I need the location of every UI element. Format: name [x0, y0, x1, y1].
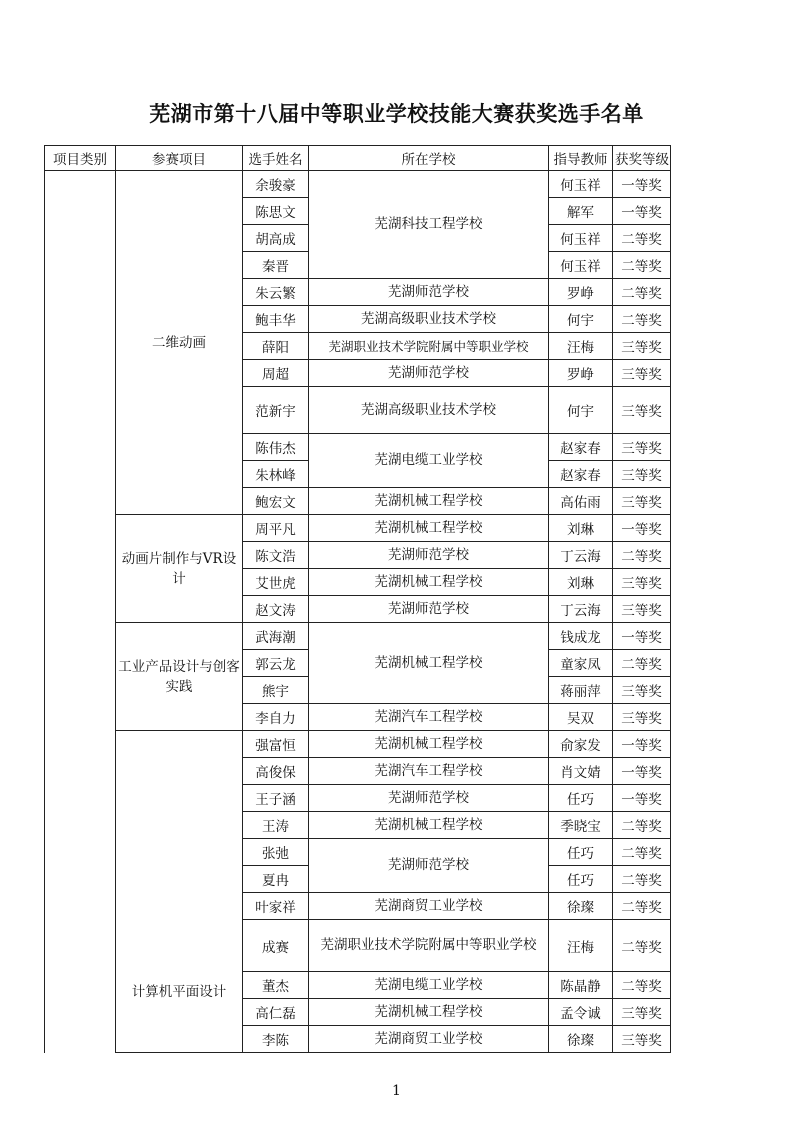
player-name: 秦晋 — [243, 252, 309, 279]
award-level: 三等奖 — [613, 999, 671, 1026]
school-cell: 芜湖职业技术学院附属中等职业学校 — [309, 920, 549, 972]
award-level: 三等奖 — [613, 596, 671, 623]
school-cell: 芜湖商贸工业学校 — [309, 893, 549, 920]
category-cell — [45, 171, 116, 1053]
award-level: 二等奖 — [613, 650, 671, 677]
player-name: 张弛 — [243, 839, 309, 866]
event-cell: 动画片制作与VR设计 — [116, 515, 243, 623]
player-name: 余骏豪 — [243, 171, 309, 198]
teacher-name: 徐璨 — [549, 1026, 613, 1053]
player-name: 周超 — [243, 360, 309, 387]
teacher-name: 季晓宝 — [549, 812, 613, 839]
school-cell: 芜湖师范学校 — [309, 542, 549, 569]
player-name: 艾世虎 — [243, 569, 309, 596]
award-level: 二等奖 — [613, 279, 671, 306]
teacher-name: 罗峥 — [549, 279, 613, 306]
school-cell: 芜湖职业技术学院附属中等职业学校 — [309, 333, 549, 360]
table-row — [45, 171, 671, 198]
teacher-name: 何宇 — [549, 306, 613, 333]
player-name: 强富恒 — [243, 731, 309, 758]
school-cell: 芜湖科技工程学校 — [309, 171, 549, 279]
award-level: 二等奖 — [613, 972, 671, 999]
teacher-name: 孟令诚 — [549, 999, 613, 1026]
teacher-name: 徐璨 — [549, 893, 613, 920]
award-level: 一等奖 — [613, 198, 671, 225]
teacher-name: 吴双 — [549, 704, 613, 731]
award-level: 二等奖 — [613, 252, 671, 279]
player-name: 王涛 — [243, 812, 309, 839]
school-cell: 芜湖高级职业技术学校 — [309, 306, 549, 333]
award-level: 三等奖 — [613, 461, 671, 488]
teacher-name: 任巧 — [549, 866, 613, 893]
table-row — [45, 623, 671, 650]
school-cell: 芜湖机械工程学校 — [309, 515, 549, 542]
teacher-name: 童家凤 — [549, 650, 613, 677]
award-level: 一等奖 — [613, 623, 671, 650]
table-row — [45, 515, 671, 542]
player-name: 范新宇 — [243, 387, 309, 434]
teacher-name: 丁云海 — [549, 596, 613, 623]
teacher-name: 丁云海 — [549, 542, 613, 569]
teacher-name: 汪梅 — [549, 333, 613, 360]
award-level: 三等奖 — [613, 677, 671, 704]
player-name: 武海潮 — [243, 623, 309, 650]
school-cell: 芜湖高级职业技术学校 — [309, 387, 549, 434]
player-name: 陈伟杰 — [243, 434, 309, 461]
document-title: 芜湖市第十八届中等职业学校技能大赛获奖选手名单 — [149, 101, 644, 126]
award-level: 二等奖 — [613, 306, 671, 333]
award-level: 二等奖 — [613, 893, 671, 920]
player-name: 叶家祥 — [243, 893, 309, 920]
player-name: 李陈 — [243, 1026, 309, 1053]
award-level: 二等奖 — [613, 225, 671, 252]
school-cell: 芜湖机械工程学校 — [309, 488, 549, 515]
header-school: 所在学校 — [309, 146, 549, 171]
award-level: 二等奖 — [613, 542, 671, 569]
award-level: 二等奖 — [613, 812, 671, 839]
player-name: 郭云龙 — [243, 650, 309, 677]
school-cell: 芜湖汽车工程学校 — [309, 704, 549, 731]
award-level: 三等奖 — [613, 434, 671, 461]
award-level: 三等奖 — [613, 569, 671, 596]
player-name: 朱云繁 — [243, 279, 309, 306]
teacher-name: 何玉祥 — [549, 225, 613, 252]
player-name: 胡高成 — [243, 225, 309, 252]
player-name: 成赛 — [243, 920, 309, 972]
player-name: 高仁磊 — [243, 999, 309, 1026]
school-cell: 芜湖师范学校 — [309, 360, 549, 387]
player-name: 周平凡 — [243, 515, 309, 542]
teacher-name: 解军 — [549, 198, 613, 225]
school-cell: 芜湖商贸工业学校 — [309, 1026, 549, 1053]
teacher-name: 任巧 — [549, 839, 613, 866]
event-cell: 二维动画 — [116, 171, 243, 515]
player-name: 薛阳 — [243, 333, 309, 360]
award-level: 一等奖 — [613, 515, 671, 542]
award-level: 二等奖 — [613, 866, 671, 893]
player-name: 李自力 — [243, 704, 309, 731]
player-name: 陈文浩 — [243, 542, 309, 569]
school-cell: 芜湖电缆工业学校 — [309, 434, 549, 488]
header-category: 项目类别 — [45, 146, 116, 171]
player-name: 朱林峰 — [243, 461, 309, 488]
teacher-name: 俞家发 — [549, 731, 613, 758]
teacher-name: 肖文婧 — [549, 758, 613, 785]
teacher-name: 汪梅 — [549, 920, 613, 972]
page-number: 1 — [392, 1083, 401, 1099]
awards-table — [44, 145, 671, 1053]
award-level: 三等奖 — [613, 1026, 671, 1053]
award-level: 一等奖 — [613, 758, 671, 785]
event-cell: 工业产品设计与创客实践 — [116, 623, 243, 731]
school-cell: 芜湖机械工程学校 — [309, 731, 549, 758]
teacher-name: 刘琳 — [549, 515, 613, 542]
award-level: 三等奖 — [613, 704, 671, 731]
school-cell: 芜湖机械工程学校 — [309, 812, 549, 839]
teacher-name: 刘琳 — [549, 569, 613, 596]
player-name: 王子涵 — [243, 785, 309, 812]
award-level: 三等奖 — [613, 488, 671, 515]
teacher-name: 蒋丽萍 — [549, 677, 613, 704]
school-cell: 芜湖机械工程学校 — [309, 623, 549, 704]
school-cell: 芜湖机械工程学校 — [309, 569, 549, 596]
table-header-row — [45, 146, 671, 171]
teacher-name: 何宇 — [549, 387, 613, 434]
player-name: 鲍宏文 — [243, 488, 309, 515]
school-cell: 芜湖师范学校 — [309, 785, 549, 812]
school-cell: 芜湖师范学校 — [309, 596, 549, 623]
player-name: 高俊保 — [243, 758, 309, 785]
award-level: 一等奖 — [613, 171, 671, 198]
teacher-name: 陈晶静 — [549, 972, 613, 999]
school-cell: 芜湖汽车工程学校 — [309, 758, 549, 785]
award-level: 三等奖 — [613, 360, 671, 387]
player-name: 陈思文 — [243, 198, 309, 225]
award-level: 一等奖 — [613, 785, 671, 812]
award-level: 二等奖 — [613, 839, 671, 866]
player-name: 鲍丰华 — [243, 306, 309, 333]
header-name: 选手姓名 — [243, 146, 309, 171]
school-cell: 芜湖机械工程学校 — [309, 999, 549, 1026]
event-cell: 计算机平面设计 — [116, 731, 243, 1053]
teacher-name: 何玉祥 — [549, 252, 613, 279]
header-teacher: 指导教师 — [549, 146, 613, 171]
player-name: 熊宇 — [243, 677, 309, 704]
award-level: 一等奖 — [613, 731, 671, 758]
teacher-name: 钱成龙 — [549, 623, 613, 650]
table-row — [45, 731, 671, 758]
header-award: 获奖等级 — [613, 146, 671, 171]
award-level: 三等奖 — [613, 333, 671, 360]
teacher-name: 赵家春 — [549, 461, 613, 488]
player-name: 夏冉 — [243, 866, 309, 893]
header-event: 参赛项目 — [116, 146, 243, 171]
award-level: 三等奖 — [613, 387, 671, 434]
teacher-name: 罗峥 — [549, 360, 613, 387]
teacher-name: 赵家春 — [549, 434, 613, 461]
player-name: 董杰 — [243, 972, 309, 999]
teacher-name: 何玉祥 — [549, 171, 613, 198]
award-level: 二等奖 — [613, 920, 671, 972]
school-cell: 芜湖电缆工业学校 — [309, 972, 549, 999]
player-name: 赵文涛 — [243, 596, 309, 623]
teacher-name: 高佑雨 — [549, 488, 613, 515]
teacher-name: 任巧 — [549, 785, 613, 812]
school-cell: 芜湖师范学校 — [309, 839, 549, 893]
school-cell: 芜湖师范学校 — [309, 279, 549, 306]
